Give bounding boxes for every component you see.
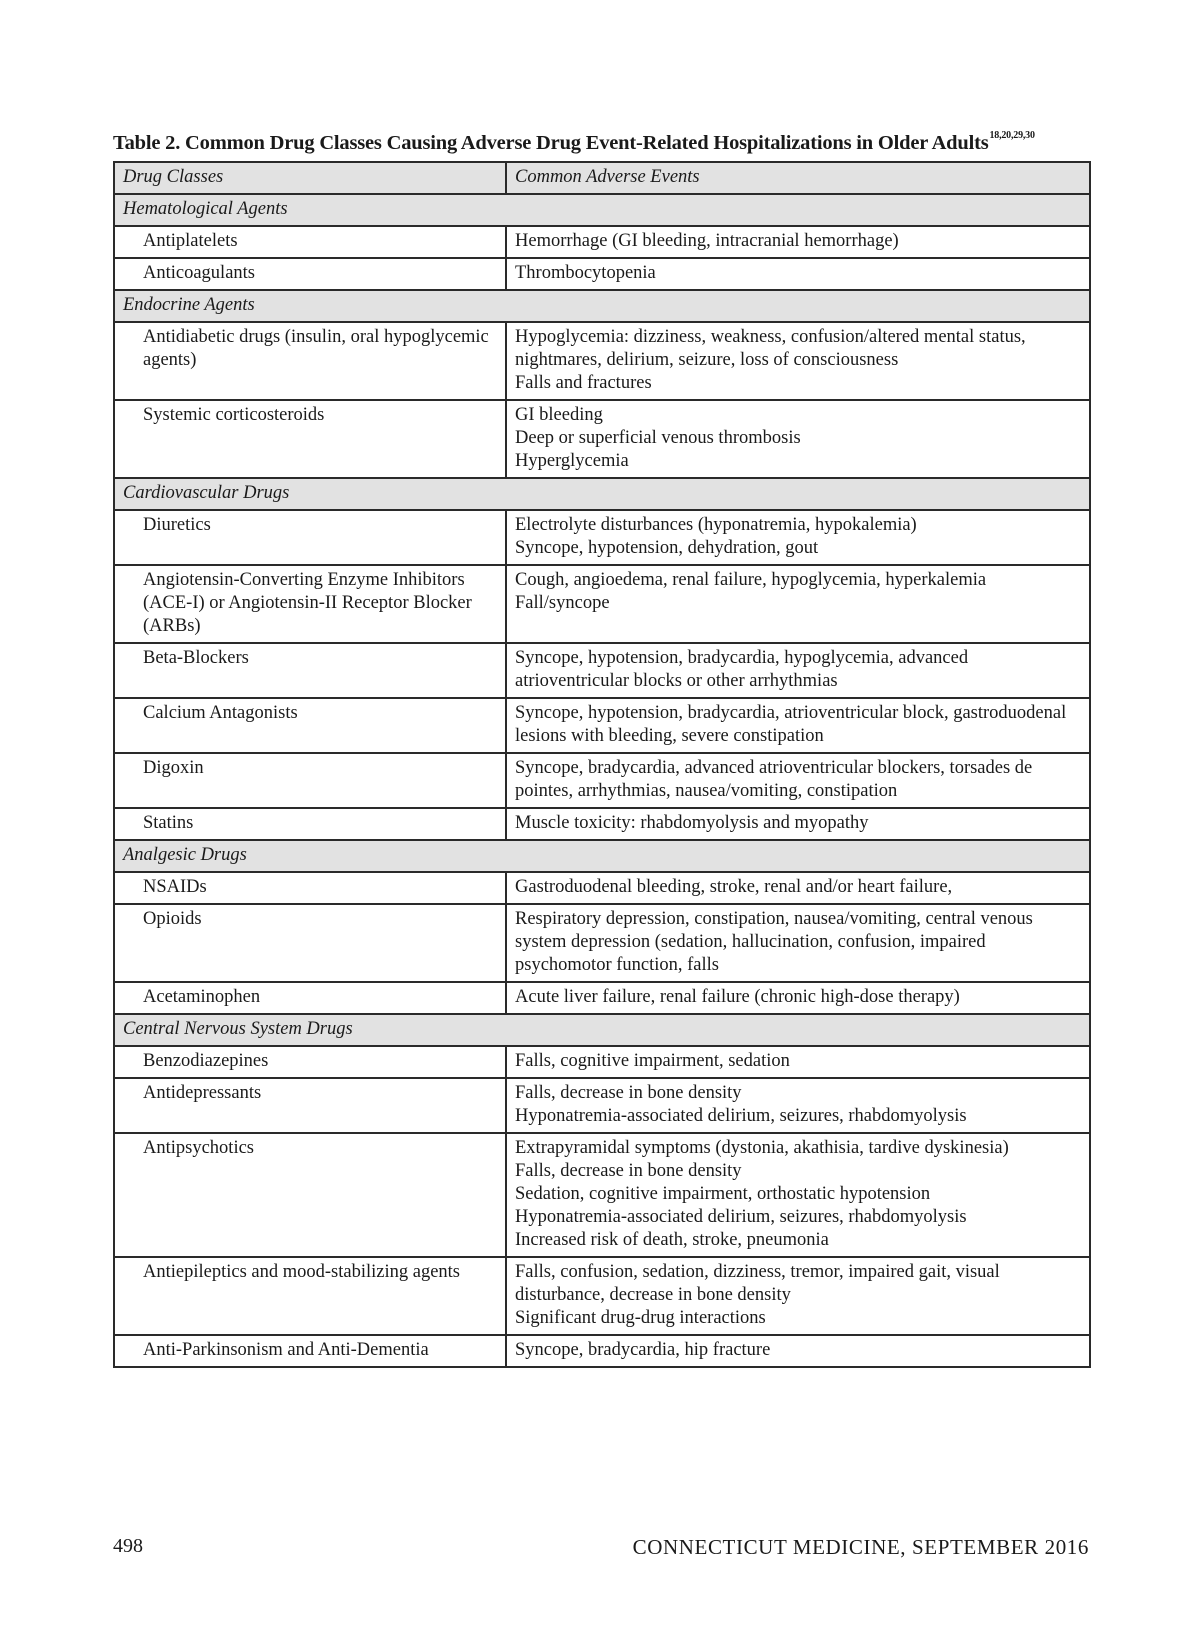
table-row bbox=[114, 1046, 1090, 1078]
page-number: 498 bbox=[113, 1535, 143, 1557]
table-row bbox=[114, 643, 1090, 698]
adverse-events-cell bbox=[506, 982, 1090, 1014]
table-row bbox=[114, 565, 1090, 643]
adverse-event-line: Syncope, hypotension, dehydration, gout bbox=[515, 538, 819, 558]
table-row bbox=[114, 753, 1090, 808]
drug-class-cell: Benzodiazepines bbox=[114, 1046, 506, 1078]
drug-classes-table bbox=[113, 161, 1091, 1368]
drug-class-cell: Opioids bbox=[114, 904, 506, 982]
table-section-row bbox=[114, 194, 1090, 226]
adverse-events-cell bbox=[506, 258, 1090, 290]
adverse-event-line: Falls, decrease in bone density bbox=[515, 1083, 742, 1103]
table-row bbox=[114, 510, 1090, 565]
drug-class-cell: Antipsychotics bbox=[114, 1133, 506, 1257]
table-row bbox=[114, 226, 1090, 258]
table-row bbox=[114, 982, 1090, 1014]
section-heading: Endocrine Agents bbox=[114, 290, 1090, 322]
adverse-event-line: Hyponatremia-associated delirium, seizures, rhabdomyolysis bbox=[515, 1106, 967, 1126]
column-header-adverse-events: Common Adverse Events bbox=[506, 162, 1090, 194]
table-row bbox=[114, 1335, 1090, 1367]
section-heading: Analgesic Drugs bbox=[114, 840, 1090, 872]
adverse-events-cell bbox=[506, 1046, 1090, 1078]
adverse-event-line: Falls, cognitive impairment, sedation bbox=[515, 1051, 790, 1071]
table-row bbox=[114, 322, 1090, 400]
drug-class-cell: Anticoagulants bbox=[114, 258, 506, 290]
drug-class-cell: Anti-Parkinsonism and Anti-Dementia bbox=[114, 1335, 506, 1367]
table-section-row bbox=[114, 840, 1090, 872]
adverse-event-line: Sedation, cognitive impairment, orthostatic hypotension bbox=[515, 1184, 931, 1204]
drug-class-cell: Angiotensin-Converting Enzyme Inhibitors (ACE-I) or Angiotensin-II Receptor Blocker (ARBs) bbox=[114, 565, 506, 643]
table-section-row bbox=[114, 290, 1090, 322]
adverse-event-line: Deep or superficial venous thrombosis bbox=[515, 428, 801, 448]
adverse-event-line: GI bleeding bbox=[515, 405, 603, 425]
drug-class-cell: Calcium Antagonists bbox=[114, 698, 506, 753]
adverse-event-line: Fall/syncope bbox=[515, 593, 610, 613]
adverse-events-cell bbox=[506, 1335, 1090, 1367]
adverse-events-cell bbox=[506, 565, 1090, 643]
adverse-event-line: Gastroduodenal bleeding, stroke, renal and/or heart failure, bbox=[515, 877, 953, 897]
adverse-event-line: Respiratory depression, constipation, nausea/vomiting, central venous system depression (sedation, hallucination, confusion, impaired psychomotor function, falls bbox=[515, 909, 1033, 975]
table-row bbox=[114, 1257, 1090, 1335]
drug-class-cell: Statins bbox=[114, 808, 506, 840]
table-row bbox=[114, 872, 1090, 904]
column-header-drug-classes: Drug Classes bbox=[114, 162, 506, 194]
adverse-event-line: Falls, decrease in bone density bbox=[515, 1161, 742, 1181]
drug-class-cell: Antidepressants bbox=[114, 1078, 506, 1133]
drug-class-cell: Antiplatelets bbox=[114, 226, 506, 258]
drug-class-cell: Diuretics bbox=[114, 510, 506, 565]
adverse-event-line: Hemorrhage (GI bleeding, intracranial hemorrhage) bbox=[515, 231, 899, 251]
table-row bbox=[114, 1078, 1090, 1133]
drug-class-cell: NSAIDs bbox=[114, 872, 506, 904]
adverse-event-line: Muscle toxicity: rhabdomyolysis and myopathy bbox=[515, 813, 869, 833]
adverse-events-cell bbox=[506, 698, 1090, 753]
adverse-event-line: Falls and fractures bbox=[515, 373, 652, 393]
adverse-event-line: Hypoglycemia: dizziness, weakness, confusion/altered mental status, nightmares, delirium, seizure, loss of consciousness bbox=[515, 327, 1026, 370]
table-row bbox=[114, 904, 1090, 982]
section-heading: Central Nervous System Drugs bbox=[114, 1014, 1090, 1046]
table-row bbox=[114, 258, 1090, 290]
adverse-event-line: Significant drug-drug interactions bbox=[515, 1308, 766, 1328]
adverse-event-line: Syncope, hypotension, bradycardia, atrioventricular block, gastroduodenal lesions with bleeding, severe constipation bbox=[515, 703, 1067, 746]
adverse-events-cell bbox=[506, 400, 1090, 478]
section-heading: Cardiovascular Drugs bbox=[114, 478, 1090, 510]
section-heading: Hematological Agents bbox=[114, 194, 1090, 226]
drug-class-cell: Systemic corticosteroids bbox=[114, 400, 506, 478]
caption-references: 18,20,29,30 bbox=[989, 130, 1035, 141]
table-section-row bbox=[114, 1014, 1090, 1046]
table-row bbox=[114, 698, 1090, 753]
table-header-row bbox=[114, 162, 1090, 194]
adverse-events-cell bbox=[506, 904, 1090, 982]
adverse-events-cell bbox=[506, 753, 1090, 808]
adverse-events-cell bbox=[506, 1257, 1090, 1335]
drug-class-cell: Antidiabetic drugs (insulin, oral hypoglycemic agents) bbox=[114, 322, 506, 400]
journal-footer: CONNECTICUT MEDICINE, SEPTEMBER 2016 bbox=[632, 1535, 1089, 1559]
adverse-events-cell bbox=[506, 226, 1090, 258]
table-row bbox=[114, 808, 1090, 840]
table-caption bbox=[113, 132, 1113, 155]
adverse-events-cell bbox=[506, 872, 1090, 904]
drug-class-cell: Beta-Blockers bbox=[114, 643, 506, 698]
table-row bbox=[114, 400, 1090, 478]
adverse-event-line: Increased risk of death, stroke, pneumonia bbox=[515, 1230, 829, 1250]
adverse-event-line: Hyperglycemia bbox=[515, 451, 629, 471]
adverse-event-line: Thrombocytopenia bbox=[515, 263, 656, 283]
adverse-event-line: Electrolyte disturbances (hyponatremia, hypokalemia) bbox=[515, 515, 917, 535]
adverse-event-line: Hyponatremia-associated delirium, seizures, rhabdomyolysis bbox=[515, 1207, 967, 1227]
table-section-row bbox=[114, 478, 1090, 510]
caption-title: Table 2. Common Drug Classes Causing Adverse Drug Event-Related Hospitalizations in Older Adults bbox=[113, 132, 989, 154]
adverse-events-cell bbox=[506, 1078, 1090, 1133]
adverse-event-line: Cough, angioedema, renal failure, hypoglycemia, hyperkalemia bbox=[515, 570, 987, 590]
adverse-event-line: Syncope, bradycardia, hip fracture bbox=[515, 1340, 771, 1360]
drug-class-cell: Digoxin bbox=[114, 753, 506, 808]
drug-class-cell: Antiepileptics and mood-stabilizing agents bbox=[114, 1257, 506, 1335]
adverse-events-cell bbox=[506, 1133, 1090, 1257]
adverse-events-cell bbox=[506, 808, 1090, 840]
adverse-event-line: Syncope, bradycardia, advanced atrioventricular blockers, torsades de pointes, arrhythmias, nausea/vomiting, constipation bbox=[515, 758, 1033, 801]
adverse-event-line: Acute liver failure, renal failure (chronic high-dose therapy) bbox=[515, 987, 960, 1007]
adverse-event-line: Syncope, hypotension, bradycardia, hypoglycemia, advanced atrioventricular blocks or other arrhythmias bbox=[515, 648, 969, 691]
adverse-events-cell bbox=[506, 643, 1090, 698]
drug-class-cell: Acetaminophen bbox=[114, 982, 506, 1014]
table-row bbox=[114, 1133, 1090, 1257]
adverse-event-line: Falls, confusion, sedation, dizziness, tremor, impaired gait, visual disturbance, decrease in bone density bbox=[515, 1262, 1000, 1305]
adverse-events-cell bbox=[506, 322, 1090, 400]
adverse-event-line: Extrapyramidal symptoms (dystonia, akathisia, tardive dyskinesia) bbox=[515, 1138, 1009, 1158]
adverse-events-cell bbox=[506, 510, 1090, 565]
